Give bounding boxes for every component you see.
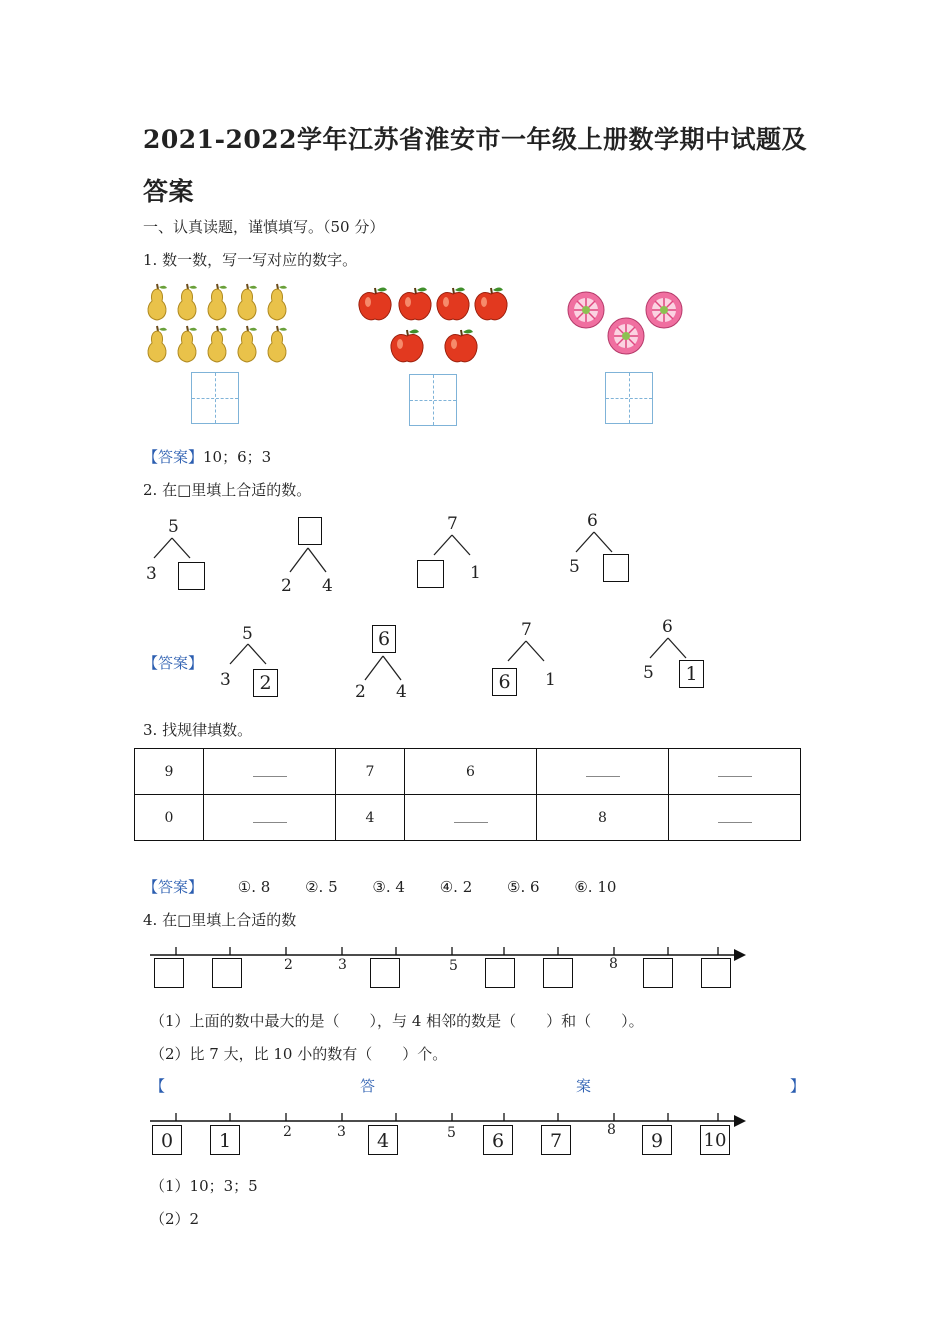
answer-box[interactable] <box>701 958 731 988</box>
table-cell: 6 <box>405 749 537 795</box>
answer-box[interactable] <box>603 554 629 582</box>
answer-4-bracket-close: 】 <box>790 1077 806 1095</box>
answer-box[interactable] <box>485 958 515 988</box>
table-cell[interactable] <box>204 795 336 841</box>
answer-2-label: 【答案】 <box>143 654 204 672</box>
answer-4-part-1: （1）10；3；5 <box>150 1177 258 1195</box>
answer-box[interactable] <box>643 958 673 988</box>
table-cell: 7 <box>336 749 405 795</box>
answer-box[interactable] <box>417 560 444 588</box>
answer-box[interactable] <box>543 958 573 988</box>
table-row <box>135 795 801 841</box>
table-cell[interactable] <box>405 795 537 841</box>
section-heading: 一、认真读题，谨慎填写。（50 分） <box>143 218 385 236</box>
answer-box[interactable] <box>154 958 184 988</box>
answer-4-char: 案 <box>576 1077 592 1095</box>
answer-box[interactable] <box>298 517 322 545</box>
answer-4-char: 答 <box>360 1077 376 1095</box>
table-cell[interactable] <box>537 749 669 795</box>
table-cell: 0 <box>135 795 204 841</box>
question-4-part-1: （1）上面的数中最大的是（ ），与 4 相邻的数是（ ）和（ ）。 <box>150 1012 644 1030</box>
question-1: 1. 数一数，写一写对应的数字。 <box>143 251 358 269</box>
answer-grid-box[interactable] <box>409 374 457 426</box>
answer-box[interactable] <box>178 562 205 590</box>
table-row <box>135 749 801 795</box>
question-4-part-2: （2）比 7 大，比 10 小的数有（ ）个。 <box>150 1045 448 1063</box>
question-2: 2. 在□里填上合适的数。 <box>143 481 312 499</box>
table-cell[interactable] <box>669 749 801 795</box>
answer-4-bracket-open: 【 <box>150 1077 166 1095</box>
table-cell: 4 <box>336 795 405 841</box>
question-4: 4. 在□里填上合适的数 <box>143 911 297 929</box>
table-cell[interactable] <box>669 795 801 841</box>
table-cell[interactable] <box>204 749 336 795</box>
answer-3: 【答案】 ①. 8 ②. 5 ③. 4 ④. 2 ⑤. 6 ⑥. 10 <box>143 878 617 896</box>
table-cell: 8 <box>537 795 669 841</box>
answer-1: 【答案】10；6；3 <box>143 448 272 466</box>
answer-grid-box[interactable] <box>605 372 653 424</box>
answer-box[interactable] <box>370 958 400 988</box>
answer-4-part-2: （2）2 <box>150 1210 200 1228</box>
table-cell: 9 <box>135 749 204 795</box>
apple-icon <box>357 284 513 366</box>
candy-icon <box>566 290 688 356</box>
question-3: 3. 找规律填数。 <box>143 721 253 739</box>
pattern-table <box>134 748 801 841</box>
answer-box[interactable] <box>212 958 242 988</box>
answer-grid-box[interactable] <box>191 372 239 424</box>
page-title: 2021-2022学年江苏省淮安市一年级上册数学期中试题及答案 <box>143 125 808 206</box>
pear-icon <box>143 282 295 366</box>
